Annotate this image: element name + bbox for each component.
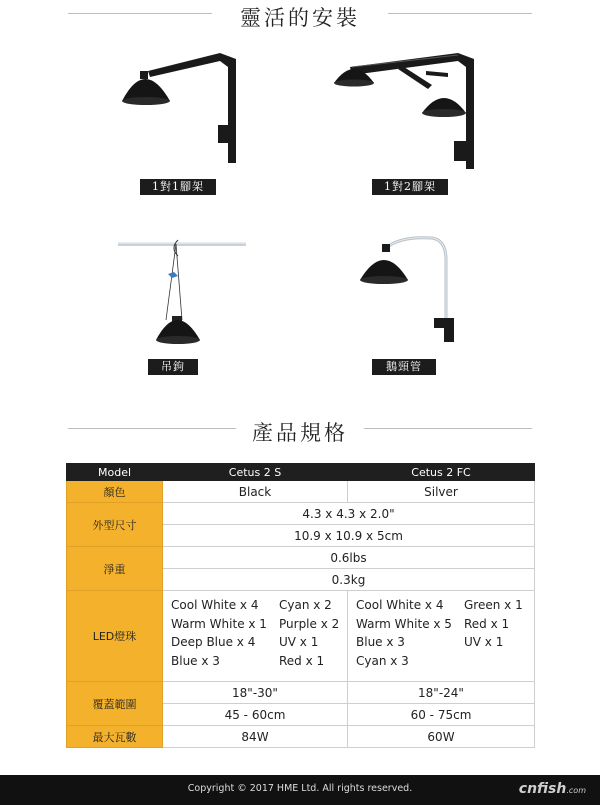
weight-metric: 0.3kg [163,569,535,591]
led-item: Blue x 3 [356,635,405,649]
size-row-imperial [67,503,535,525]
led-item: Cool White x 4 [356,598,444,612]
weight-label: 淨重 [67,547,163,591]
led-item: UV x 1 [464,635,504,649]
coverage-cetus2s-metric: 45 - 60cm [163,704,348,726]
watermark-suffix: .com [566,786,586,795]
hanging-kit-illustration [118,236,248,346]
footer [0,775,600,805]
size-label: 外型尺寸 [67,503,163,547]
coverage-cetus2s-imperial: 18"-30" [163,682,348,704]
caption-gooseneck: 鵝頸管 [372,359,436,375]
led-row [67,591,535,682]
wattage-cetus2fc: 60W [348,726,535,748]
weight-imperial: 0.6lbs [163,547,535,569]
coverage-label: 覆蓋範圍 [67,682,163,726]
led-label: LED燈珠 [67,591,163,682]
led-item: Green x 1 [464,598,523,612]
color-row [67,481,535,503]
led-cetus2fc [348,591,535,682]
header-cetus2fc: Cetus 2 FC [348,464,535,481]
led-item: Warm White x 1 [171,616,267,631]
specs-title: 產品規格 [252,421,348,445]
spec-table [66,463,535,748]
wattage-cetus2s: 84W [163,726,348,748]
color-cetus2s: Black [163,481,348,503]
header-model: Model [67,464,163,481]
coverage-row-imperial [67,682,535,704]
spec-header-row [67,464,535,481]
double-bracket-illustration [328,45,488,175]
single-bracket-illustration [110,45,250,170]
size-metric: 10.9 x 10.9 x 5cm [163,525,535,547]
caption-double-bracket: 1對2腳架 [372,179,448,195]
led-item: Warm White x 5 [356,616,452,631]
weight-row-imperial [67,547,535,569]
led-item: Red x 1 [279,653,325,668]
led-item: Deep Blue x 4 [171,635,256,649]
gooseneck-illustration [352,230,472,350]
led-cetus2s [163,591,348,682]
led-item: Purple x 2 [279,616,340,631]
watermark-text: cnfish [518,781,567,797]
wattage-row [67,726,535,748]
copyright-text: Copyright © 2017 HME Ltd. All rights reserved. [187,783,413,794]
led-item: Cyan x 3 [356,653,409,668]
caption-single-bracket: 1對1腳架 [140,179,216,195]
led-item: Red x 1 [464,616,510,631]
led-item: Cool White x 4 [171,598,259,612]
size-imperial: 4.3 x 4.3 x 2.0" [163,503,535,525]
wattage-label: 最大瓦數 [67,726,163,748]
installation-title: 靈活的安裝 [240,6,360,30]
coverage-cetus2fc-metric: 60 - 75cm [348,704,535,726]
header-cetus2s: Cetus 2 S [163,464,348,481]
caption-hanging-kit: 吊鉤 [148,359,198,375]
led-item: UV x 1 [279,635,319,649]
watermark-logo [519,781,586,797]
led-item: Cyan x 2 [279,598,332,612]
led-item: Blue x 3 [171,653,220,668]
color-cetus2fc: Silver [348,481,535,503]
color-label: 顏色 [67,481,163,503]
coverage-cetus2fc-imperial: 18"-24" [348,682,535,704]
